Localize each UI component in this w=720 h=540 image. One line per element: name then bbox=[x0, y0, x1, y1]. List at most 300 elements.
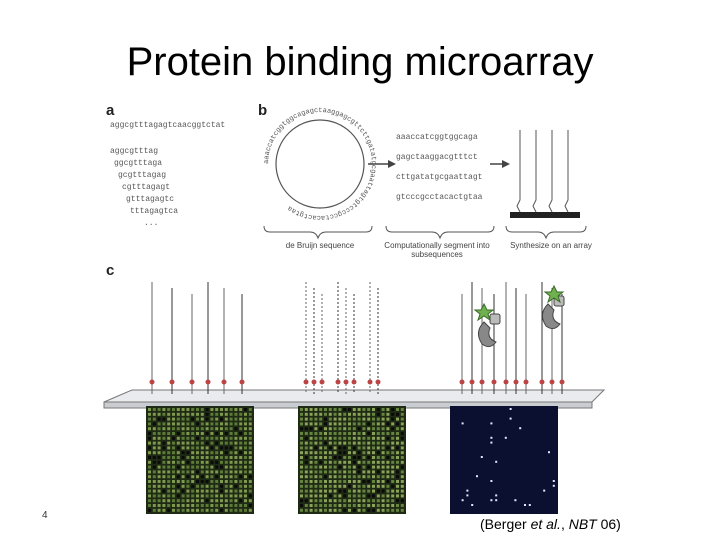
array-scan-spot bbox=[196, 427, 199, 430]
array-scan-spot bbox=[196, 470, 199, 473]
array-scan-spot bbox=[329, 485, 332, 488]
array-scan-spot bbox=[162, 466, 165, 469]
array-scan-spot bbox=[353, 427, 356, 430]
array-scan-spot bbox=[401, 408, 404, 411]
array-scan-spot bbox=[362, 432, 365, 435]
array-scan-spot bbox=[362, 456, 365, 459]
array-scan-spot bbox=[172, 485, 175, 488]
array-scan-spot bbox=[348, 408, 351, 411]
array-scan-spot bbox=[329, 494, 332, 497]
array-scan-spot bbox=[396, 466, 399, 469]
array-scan-spot bbox=[382, 470, 385, 473]
array-scan-spot bbox=[210, 442, 213, 445]
array-scan-spot bbox=[249, 432, 252, 435]
array-scan-spot bbox=[182, 437, 185, 440]
array-scan-spot bbox=[305, 418, 308, 421]
probe-line bbox=[549, 130, 552, 212]
array-scan-spot bbox=[249, 437, 252, 440]
array-scan-spot bbox=[186, 480, 189, 483]
array-scan-spot bbox=[377, 485, 380, 488]
array-scan-spot bbox=[358, 432, 361, 435]
array-scan-spot bbox=[367, 509, 370, 512]
array-scan-spot bbox=[353, 490, 356, 493]
array-scan-spot bbox=[177, 504, 180, 507]
array-scan-spot bbox=[391, 422, 394, 425]
array-scan-spot bbox=[177, 451, 180, 454]
array-scan-spot bbox=[310, 418, 313, 421]
array-scan-spot bbox=[191, 432, 194, 435]
array-scan-spot bbox=[372, 480, 375, 483]
array-scan-spot bbox=[367, 470, 370, 473]
array-scan-spot bbox=[158, 509, 161, 512]
array-scan-spot bbox=[239, 442, 242, 445]
array-scan-spot bbox=[310, 456, 313, 459]
array-scan-spot bbox=[362, 470, 365, 473]
array-scan-spot bbox=[172, 504, 175, 507]
array-scan-spot bbox=[158, 432, 161, 435]
array-scan-spot bbox=[196, 499, 199, 502]
array-scan-spot bbox=[215, 504, 218, 507]
array-scan-spot bbox=[324, 446, 327, 449]
array-scan-spot bbox=[196, 408, 199, 411]
array-scan-spot bbox=[372, 461, 375, 464]
array-scan-spot bbox=[386, 437, 389, 440]
array-scan-spot bbox=[220, 432, 223, 435]
array-scan-spot bbox=[220, 442, 223, 445]
array-scan-spot bbox=[148, 466, 151, 469]
array-scan-spot bbox=[334, 499, 337, 502]
array-scan-spot bbox=[334, 408, 337, 411]
array-scan-spot bbox=[401, 466, 404, 469]
array-scan-spot bbox=[158, 442, 161, 445]
array-scan-spot bbox=[162, 490, 165, 493]
array-scan-spot bbox=[338, 427, 341, 430]
array-scan-spot bbox=[225, 446, 228, 449]
segment-item: aaaccatcggtggcaga bbox=[396, 133, 478, 142]
array-scan-spot bbox=[158, 461, 161, 464]
array-scan-spot bbox=[372, 451, 375, 454]
array-scan-spot bbox=[215, 437, 218, 440]
array-scan-spot bbox=[196, 456, 199, 459]
array-scan-spot bbox=[153, 466, 156, 469]
array-scan-spot bbox=[244, 442, 247, 445]
array-scan-spot bbox=[186, 485, 189, 488]
array-scan-spot bbox=[396, 422, 399, 425]
dna-strand-dot bbox=[352, 380, 357, 385]
array-scan-spot bbox=[338, 446, 341, 449]
array-scan-spot bbox=[353, 413, 356, 416]
array-scan-spot bbox=[377, 442, 380, 445]
array-scan-spot bbox=[343, 413, 346, 416]
array-scan-spot bbox=[177, 466, 180, 469]
array-scan-spot bbox=[225, 480, 228, 483]
array-scan-spot bbox=[377, 470, 380, 473]
array-scan-spot bbox=[239, 466, 242, 469]
array-scan-spot bbox=[201, 427, 204, 430]
array-scan-spot bbox=[329, 422, 332, 425]
array-scan-spot bbox=[391, 466, 394, 469]
array-scan-spot bbox=[230, 485, 233, 488]
array-scan-spot bbox=[186, 499, 189, 502]
array-scan-spot bbox=[158, 504, 161, 507]
array-scan-spot bbox=[215, 446, 218, 449]
array-scan-spot bbox=[206, 451, 209, 454]
array-scan-spot bbox=[386, 466, 389, 469]
array-scan-spot bbox=[206, 408, 209, 411]
kmer-item: ... bbox=[144, 219, 159, 228]
array-scan-spot bbox=[396, 461, 399, 464]
array-scan-spot bbox=[324, 427, 327, 430]
array-scan-spot bbox=[153, 442, 156, 445]
array-scan-spot bbox=[377, 504, 380, 507]
dna-strand-dot bbox=[524, 380, 529, 385]
slide-number: 4 bbox=[42, 510, 48, 521]
array-scan-spot bbox=[386, 408, 389, 411]
array-scan-spot bbox=[314, 422, 317, 425]
array-scan-spot bbox=[230, 470, 233, 473]
array-scan-spot bbox=[310, 461, 313, 464]
array-scan-spot bbox=[391, 456, 394, 459]
array-scan-spot bbox=[182, 485, 185, 488]
array-scan-spot bbox=[343, 475, 346, 478]
array-scan-spot bbox=[358, 461, 361, 464]
array-scan-spot bbox=[220, 422, 223, 425]
array-scan-spot bbox=[210, 408, 213, 411]
array-scan-spot bbox=[239, 437, 242, 440]
array-scan-spot bbox=[362, 466, 365, 469]
array-scan-spot bbox=[220, 485, 223, 488]
array-scan-spot bbox=[186, 422, 189, 425]
array-scan-spot bbox=[148, 461, 151, 464]
array-scan-spot bbox=[177, 485, 180, 488]
array-scan-spot bbox=[225, 413, 228, 416]
array-scan-spot bbox=[172, 456, 175, 459]
array-scan-spot bbox=[167, 418, 170, 421]
array-scan-spot bbox=[172, 451, 175, 454]
array-scan-spot bbox=[249, 504, 252, 507]
array-scan-spot bbox=[186, 418, 189, 421]
array-scan-spot bbox=[362, 504, 365, 507]
dna-strand-dot bbox=[150, 380, 155, 385]
array-scan-spot bbox=[210, 480, 213, 483]
array-scan-spot bbox=[324, 437, 327, 440]
array-scan-spot bbox=[353, 466, 356, 469]
probe-line bbox=[517, 130, 520, 212]
array-scan-spot bbox=[182, 509, 185, 512]
array-scan-spot bbox=[172, 509, 175, 512]
array-scan-spot bbox=[391, 475, 394, 478]
array-scan-spot bbox=[324, 461, 327, 464]
array-scan-spot bbox=[338, 418, 341, 421]
array-scan-spot bbox=[329, 504, 332, 507]
array-scan-spot bbox=[401, 499, 404, 502]
array-scan-spot bbox=[358, 475, 361, 478]
array-scan-spot bbox=[382, 446, 385, 449]
array-scan-spot bbox=[362, 451, 365, 454]
array-scan-spot bbox=[182, 451, 185, 454]
array-scan-spot bbox=[172, 490, 175, 493]
array-scan-spot bbox=[220, 451, 223, 454]
array-scan-spot bbox=[225, 499, 228, 502]
array-scan-spot bbox=[191, 499, 194, 502]
array-scan-spot bbox=[324, 470, 327, 473]
array-scan-spot bbox=[239, 451, 242, 454]
dna-strand-dot bbox=[320, 380, 325, 385]
array-scan-spot bbox=[343, 504, 346, 507]
array-scan-spot bbox=[182, 470, 185, 473]
array-scan-spot bbox=[334, 442, 337, 445]
circle-text-path: aaaccatcggtggcagagctaaggagcgttcttgatatgcgaattagtgtcccgcctacactgtaa bbox=[262, 106, 378, 222]
array-scan-spot bbox=[300, 413, 303, 416]
array-scan-spot bbox=[391, 413, 394, 416]
array-scan-spot bbox=[191, 475, 194, 478]
array-scan-spot bbox=[305, 470, 308, 473]
array-scan-spot bbox=[239, 422, 242, 425]
array-scan-spot bbox=[305, 456, 308, 459]
array-scan-spot bbox=[300, 504, 303, 507]
array-scan-spot bbox=[215, 480, 218, 483]
array-scan-spot bbox=[338, 494, 341, 497]
array-scan-spot bbox=[148, 504, 151, 507]
array-scan-spot bbox=[386, 461, 389, 464]
array-scan-spot bbox=[244, 422, 247, 425]
array-scan-spot bbox=[300, 470, 303, 473]
array-scan-spot bbox=[396, 504, 399, 507]
array-scan-spot bbox=[177, 413, 180, 416]
array-scan-spot bbox=[215, 494, 218, 497]
array-scan-spot bbox=[148, 422, 151, 425]
array-scan-spot bbox=[372, 442, 375, 445]
array-scan-spot bbox=[225, 427, 228, 430]
array-scan-spot bbox=[353, 437, 356, 440]
array-scan-spot bbox=[401, 456, 404, 459]
array-scan-spot bbox=[162, 470, 165, 473]
array-scan-spot bbox=[319, 432, 322, 435]
array-scan-spot bbox=[206, 461, 209, 464]
array-scan-spot bbox=[186, 446, 189, 449]
array-scan-spot bbox=[172, 413, 175, 416]
array-scan-spot bbox=[225, 485, 228, 488]
array-scan-spot bbox=[191, 480, 194, 483]
array-scan-spot bbox=[353, 456, 356, 459]
array-scan-spot bbox=[372, 427, 375, 430]
array-scan-spot bbox=[244, 408, 247, 411]
array-scan-spot bbox=[324, 466, 327, 469]
array-scan-spot bbox=[201, 451, 204, 454]
panel-c-label: c bbox=[106, 262, 115, 279]
array-scan-spot bbox=[348, 442, 351, 445]
array-scan-spot bbox=[396, 509, 399, 512]
array-scan-spot bbox=[338, 451, 341, 454]
array-scan-spot bbox=[148, 456, 151, 459]
array-scan-spot bbox=[382, 427, 385, 430]
array-scan-spot bbox=[310, 475, 313, 478]
array-scan-spot bbox=[234, 413, 237, 416]
array-scan-spot bbox=[367, 413, 370, 416]
array-scan-spot bbox=[334, 432, 337, 435]
array-scan-spot bbox=[162, 461, 165, 464]
array-scan-spot bbox=[338, 499, 341, 502]
array-scan-spot bbox=[358, 451, 361, 454]
array-scan-spot bbox=[300, 466, 303, 469]
array-scan-spot bbox=[249, 456, 252, 459]
array-scan-spot bbox=[362, 418, 365, 421]
array-scan-spot bbox=[244, 456, 247, 459]
array-scan-spot bbox=[377, 432, 380, 435]
array-scan-spot bbox=[153, 480, 156, 483]
array-scan-spot bbox=[334, 475, 337, 478]
citation-open: (Berger bbox=[480, 516, 531, 532]
array-scan-spot bbox=[348, 470, 351, 473]
array-scan-spot bbox=[372, 432, 375, 435]
array-scan-spot bbox=[396, 480, 399, 483]
caption-segment: Computationally segment into subsequences bbox=[384, 241, 490, 259]
array-scan-spot bbox=[191, 494, 194, 497]
array-scan-spot bbox=[367, 437, 370, 440]
array-scan-spot bbox=[382, 509, 385, 512]
array-scan-spot bbox=[210, 422, 213, 425]
array-scan-spot bbox=[396, 427, 399, 430]
array-scan-spot bbox=[239, 408, 242, 411]
array-scan-spot bbox=[249, 427, 252, 430]
array-scan-spot bbox=[329, 451, 332, 454]
array-scan-spot bbox=[148, 480, 151, 483]
array-scan-spot bbox=[386, 490, 389, 493]
array-scan-spot bbox=[206, 485, 209, 488]
array-scan-spot bbox=[324, 418, 327, 421]
array-scan-spot bbox=[220, 509, 223, 512]
array-scan-spot bbox=[319, 504, 322, 507]
array-scan-spot bbox=[182, 504, 185, 507]
array-scan-spot bbox=[310, 442, 313, 445]
array-scan-spot bbox=[372, 408, 375, 411]
array-scan-spot bbox=[391, 427, 394, 430]
array-scan-spot bbox=[225, 466, 228, 469]
array-scan-spot bbox=[305, 499, 308, 502]
array-scan-spot bbox=[300, 408, 303, 411]
array-scan-spot bbox=[162, 456, 165, 459]
array-scan-spot bbox=[167, 499, 170, 502]
dna-strand-dot bbox=[376, 380, 381, 385]
array-scan-spot bbox=[367, 504, 370, 507]
array-scan-spot bbox=[353, 432, 356, 435]
array-scan-spot bbox=[196, 461, 199, 464]
array-scan-spot bbox=[148, 418, 151, 421]
array-scan-spot bbox=[230, 408, 233, 411]
array-scan-spot bbox=[158, 408, 161, 411]
array-scan-spot bbox=[162, 485, 165, 488]
array-scan-spot bbox=[386, 480, 389, 483]
array-scan-spot bbox=[377, 509, 380, 512]
array-scan-spot bbox=[386, 485, 389, 488]
array-scan-spot bbox=[244, 437, 247, 440]
array-scan-spot bbox=[220, 408, 223, 411]
array-scan-spot bbox=[167, 470, 170, 473]
array-scan-spot bbox=[329, 499, 332, 502]
array-scan-spot bbox=[206, 490, 209, 493]
array-scan-spot bbox=[471, 504, 473, 506]
array-scan-spot bbox=[206, 432, 209, 435]
array-scan-spot bbox=[396, 451, 399, 454]
array-scan-spot bbox=[338, 408, 341, 411]
array-scan-spot bbox=[201, 418, 204, 421]
array-scan-spot bbox=[396, 442, 399, 445]
array-scan-spot bbox=[367, 418, 370, 421]
slide-title: Protein binding microarray bbox=[126, 40, 594, 84]
array-scan-spot bbox=[300, 509, 303, 512]
array-scan-spot bbox=[300, 418, 303, 421]
array-scan-spot bbox=[162, 437, 165, 440]
array-scan-spot bbox=[162, 446, 165, 449]
array-scan-spot bbox=[148, 499, 151, 502]
array-scan-spot bbox=[386, 432, 389, 435]
array-scan-spot bbox=[324, 480, 327, 483]
array-scan-spot bbox=[186, 442, 189, 445]
array-scan-spot bbox=[314, 475, 317, 478]
array-scan-spot bbox=[310, 494, 313, 497]
array-scan-spot bbox=[196, 466, 199, 469]
array-scan-spot bbox=[191, 470, 194, 473]
array-scan-spot bbox=[334, 418, 337, 421]
array-scan-spot bbox=[172, 499, 175, 502]
array-scan-spot bbox=[196, 485, 199, 488]
array-scan-spot bbox=[362, 475, 365, 478]
array-scan-spot bbox=[239, 461, 242, 464]
array-scan-spot bbox=[215, 466, 218, 469]
array-scan-spot bbox=[244, 461, 247, 464]
array-scan-spot bbox=[324, 456, 327, 459]
dna-probe-strands bbox=[150, 282, 565, 394]
array-scan-spot bbox=[148, 408, 151, 411]
array-scan-spot bbox=[377, 437, 380, 440]
array-scan-spot bbox=[220, 466, 223, 469]
array-scan-spot bbox=[353, 475, 356, 478]
array-scan-spot bbox=[343, 494, 346, 497]
array-scan-spot bbox=[314, 509, 317, 512]
array-scan-spot bbox=[382, 485, 385, 488]
array-scan-spot bbox=[324, 408, 327, 411]
array-scan-spot bbox=[239, 494, 242, 497]
array-scan-spot bbox=[348, 437, 351, 440]
array-scan-spot bbox=[382, 456, 385, 459]
array-scan-spot bbox=[372, 504, 375, 507]
array-scan-spot bbox=[305, 432, 308, 435]
array-scan-spot bbox=[367, 446, 370, 449]
array-scan-spot bbox=[481, 456, 483, 458]
array-scan-spot bbox=[220, 461, 223, 464]
array-scan-spot bbox=[343, 422, 346, 425]
array-scan-spot bbox=[244, 475, 247, 478]
array-scan-spot bbox=[372, 485, 375, 488]
array-scan-spot bbox=[348, 456, 351, 459]
array-scan-spot bbox=[244, 509, 247, 512]
array-scan-spot bbox=[334, 446, 337, 449]
array-scan-spot bbox=[148, 485, 151, 488]
array-scan-spot bbox=[177, 470, 180, 473]
array-scan-spot bbox=[172, 418, 175, 421]
array-scan-spot bbox=[314, 480, 317, 483]
array-scan-spot bbox=[172, 446, 175, 449]
array-scan-spot bbox=[210, 451, 213, 454]
array-scan-spot bbox=[206, 504, 209, 507]
array-scan-spot bbox=[372, 499, 375, 502]
dna-strand-dot bbox=[368, 380, 373, 385]
array-scan-spot bbox=[215, 418, 218, 421]
array-scan-spot bbox=[153, 490, 156, 493]
array-scan-spot bbox=[177, 437, 180, 440]
array-scan-spot bbox=[230, 446, 233, 449]
array-scan-spot bbox=[343, 485, 346, 488]
